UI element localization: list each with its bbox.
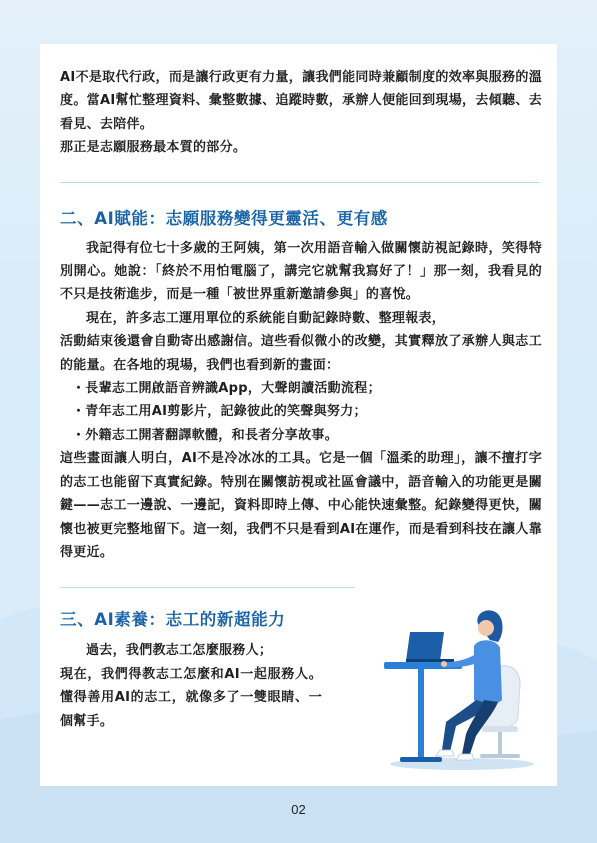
intro-paragraph-1: AI不是取代行政，而是讓行政更有力量，讓我們能同時兼顧制度的效率與服務的溫度。當AI幫忙整理資料、彙整數據、追蹤時數，承辦人便能回到現場，去傾聽、去看見、去陪伴。 xyxy=(60,70,542,132)
section-divider xyxy=(60,182,540,183)
section-divider-short xyxy=(60,587,355,588)
page-number: 02 xyxy=(291,802,306,817)
bullet-list xyxy=(60,377,542,447)
bullet-item: ・外籍志工開著翻譯軟體，和長者分享故事。 xyxy=(72,427,339,443)
section-2-title: 二、AI賦能：志願服務變得更靈活、更有感 xyxy=(60,208,388,228)
bullet-item: ・青年志工用AI剪影片，記錄彼此的笑聲與努力； xyxy=(72,404,367,420)
section-2 xyxy=(60,205,542,565)
section-3-title: 三、AI素養：志工的新超能力 xyxy=(60,610,286,630)
intro-section xyxy=(60,66,542,160)
section-2-paragraph-3: 活動結束後還會自動寄出感謝信。這些看似微小的改變，其實釋放了承辦人與志工的能量。在各地的現場，我們也看到新的畫面： xyxy=(60,334,542,373)
bullet-item: ・長輩志工開啟語音辨識App，大聲朗讀活動流程； xyxy=(72,381,381,397)
section-3-paragraph-2: 現在，我們得教志工怎麼和AI一起服務人。懂得善用AI的志工，就像多了一雙眼睛、一個幫手。 xyxy=(60,666,322,729)
section-3-paragraph-1: 過去，我們教志工怎麼服務人； xyxy=(86,643,273,659)
intro-paragraph-2: 那正是志願服務最本質的部分。 xyxy=(60,140,247,156)
section-2-paragraph-1: 我記得有位七十多歲的王阿姨，第一次用語音輸入做關懷訪視記錄時，笑得特別開心。她說：「終於不用怕電腦了，講完它就幫我寫好了！」那一刻，我看見的不只是技術進步，而是一種「被世界重新邀請參與」的喜悅。 xyxy=(60,240,542,303)
section-3 xyxy=(60,606,322,733)
person-at-laptop-illustration xyxy=(370,604,540,774)
section-2-paragraph-2: 現在，許多志工運用單位的系統能自動記錄時數、整理報表， xyxy=(86,310,446,326)
section-2-closing: 這些畫面讓人明白，AI不是冷冰冰的工具。它是一個「溫柔的助理」，讓不擅打字的志工也能留下真實紀錄。特別在關懷訪視或社區會議中，語音輸入的功能更是關鍵——志工一邊說、一邊記，資料即時上傳、中心能快速彙整。紀錄變得更快，關懷也被更完整地留下。這一刻，我們不只是看到AI在運作，而是看到科技在讓人靠得更近。 xyxy=(60,451,542,560)
